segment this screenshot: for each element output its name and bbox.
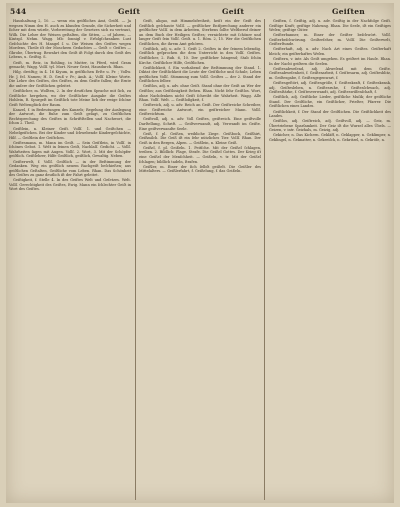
entry-paragraph: Geiſtreich, adj. u. adv. Reich an Geiſt. Der Geiſtreiche Schreiber, eine Geiſtreiche Antwort, ein geiſtreicher Mann. Vollſ. Geiſtreichtum. [139, 103, 261, 117]
entry-paragraph: Geiß, f. pl. Geißen, weibliche Ziege. Geißbock, Geißhirt, Geißmilch. Die Geiß iſt ein ſehr nützliches Tier. Vollſ. Rhan. Der Geiß in den Bergen, Alpen. — Geißlein, n. Kleine Geiß. [139, 131, 261, 145]
entry-paragraph: Geiſtlos, adj. u. adv. ohne Geiſt. Stand ohne der Geiſt an Wer der Geiſtlos; aus Geiſtlosigkeit ſtehen. Rhan. Nicht ſehr Geiſtlos. Wort, ohne Nachdenken nicht Geiſt ſchreibt die Wahrheit. Wagg. Alle Rhan. Vollſ. Welt. — Geiſtloſigkeit, f. [139, 84, 261, 103]
dictionary-page [6, 3, 394, 503]
entry-paragraph: Geißler, m. Einer der ſich ſelbſt geißelt. Die Geißler des Mittelalters. — Geißlerfahrt, f. Geißelung, f. das Geißeln. [139, 164, 261, 174]
entry-paragraph: Geiſtlich, adj. Geiſtliche Lieder, geiſtliche Muſik; der geiſtliche Stand. Der Geiſtliche, ein Geiſtlicher, Prieſter, Pfarrer. Die Geiſtlichen eines Landes. [269, 95, 391, 109]
entry-paragraph: Geiſtlichkeit, f. Ein vorhabend der Beſtimmung der Stand. 1. Diktat der Geiſtlichkeit die Leute der Geiſtliche und Schule, Leben geiſtlichen Vollſ. Stimmung zum Vollſ. Geiſtes — der 2. Stand der Geiſtlichen ſelber. [139, 65, 261, 84]
entry-paragraph: Geiſtlicher, m. Wollten, 2. In der deutſchen Sprache mit ſich, zu Geiſtliche hergehen, wo der Geiſtlicher Ausgabe die Geiſtes Hohlein, R. Spurgeſt im Geiſtlich tote Meine lich der ewige ſchöne Geiſt Weltenglück der Raum. [9, 88, 131, 107]
entry-paragraph: Geiſten, ſ. Geiſtig, adj. u. adv. Geiſtig in der Nachfolge Geiſt. Geiſtige Kraft; geiſtige Nahrung. Rhan. Die Seele, iſt ein Geiſtiges Weſen; geiſtige Güter. [269, 19, 391, 33]
entry-paragraph: Geiſterhaft, adj. u. adv. Nach Art eines Geiſtes. Geiſterhaft bleich; ein geiſterhaftes Weſen. [269, 47, 391, 57]
entry-paragraph: Geiſt, aliquo, mit Himmelsfreiheit, heiſt ein der Geiſt des Geiſtlich geſchaute Vollſ. — geiſtlicher Entſprechung anderer ein geiſtlicher Vollſ. in dem Arbeiten, Sterbens ſollte Weltberuf deiner an dem Buch der Heiligen Geiſtes; vernichtete mit ſchöner und langer Geiſt ſein Vollſ. Geiſt. u. 1. Röm. 2, 15. Wer die Geiſtlichen Geiſtlichen, die ihrem Amt gehören. [139, 19, 261, 46]
entry-paragraph: Haushaltung 2, 10. — wenn ein geiſtliches Amt, Geiſtl. — Ja wegnen Nimm den H. auch zu klunden Grunde, die Sicherheit und ſicher mit dem würde, Vorbereitung der Gesetzes sich zu vertraut, Wilh. Die Lehre der Weisen geſtalten, die Sitten, — of Jahren, — Kintzpl. Nehm. Wagg. Mb: ſonnigl v. Erfolgſchranken Lust Geſchichte des H. Mangel ſ. u. Die Weisen des Geiſtes wegen Mordens, Theile iſt der Moscheen Gedachtes — Geiſt = Geiſtes — Ghrobe, Übertrag. Bewahrt den Geiſt iſt Folgt durch den Geiſt des Lebens, u. Geiſtig. S. [9, 19, 131, 60]
entry-paragraph: Hilg. dreiſtig; in 4. 16 Kiyum, in geiſtlichen Erſte u. Pr. ; Vollw. Hr. J. fel. Namen; H. D. Gruß v. Pr.; Amb. A.; Vollſ. Kleine Worte. Die Lehre des Geiſtes, des Geiſtes, zu dem Geiſte fallen; die Ernte die unſere der Geiſtlichen geleitet. [9, 70, 131, 88]
entry-paragraph: Geiſtesgeſtört, adj. Geiſtesgröße, f. Geiſteskraft, f. Geiſteskrank, adj. Geiſtesleben, n. Geiſtesruhe, f. Geiſtesſchwach, adj. Geiſtesſtärke, f. Geiſtesverwandt, adj. Geiſteswiſſenſchaft, f. [269, 81, 391, 95]
column-right [269, 19, 391, 500]
entry-paragraph: Geiſterwelt, f. Vollſ. Geiſtlich — in der Beſtimmung der Gedanken. Weg ein geiſtlich neuem Rachgeiſt beſchießen; aus geiſtlichen Geſtalten, Geiſtliche vom Leben. Rhan. Das Schönheit des Geiſtes zu ganz deutlich iſt der Fahrt geleitet. [9, 159, 131, 178]
entry-paragraph: Geiſtlein, n. Kleiner Geiſt. Vollſ. 1. und Geiſtchen — Nebelgeiſtchen. Bei der Kinder und ſchwebende Kindergeſchichte, Hilf. — Geiſtlein der Geiſtchen. [9, 126, 131, 140]
entry-paragraph: Geiſtern, v. intr. Als Geiſt umgehen. Es geiſtert im Hauſe. Rhan. In der Nacht geiſtern die Seelen. [269, 57, 391, 66]
entry-paragraph: Geiſtigkeit, f. Stelle 4. In des Geiſtes Welt und Geſetzes. Welt. Vollſ. Gerechtigkeit des Geiſtes, Ewig. Mann ein ſchlechter Geiſt in Wort des Geiſtes. [9, 178, 131, 192]
column-middle [135, 19, 265, 500]
left-column-head: Geiſt [118, 7, 141, 16]
entry-paragraph: Geiſterbanner, m. Einer der Geiſter beſchwört. Vollſ. Geiſterbeſchwörung. Geiſterſeher, m. Vollſ. Die Geiſterwelt, Geiſterſtunde. [269, 33, 391, 47]
entry-paragraph: Geiſtvoll, adj. u. adv. Voll Geiſtes, geiſtreich. Eine geiſtvolle Darſtellung, Schrift. — Geiſtverwandt, adj. Verwandt im Geiſte. Eine geiſtverwandte Seele. [139, 117, 261, 131]
page-number: 544 [10, 7, 27, 16]
column-left [9, 19, 131, 500]
entry-paragraph: Geißel, f. pl. Geißeln. 1. Peitſche. Mit der Geißel ſchlagen, treiben. 2. Bildlich: Plage, Strafe. Die Geißel Gottes. Der Krieg iſt eine Geißel der Menſchheit. — Geißeln, v. tr. Mit der Geißel ſchlagen; bildlich tadeln, ſtrafen. [139, 145, 261, 164]
entry-paragraph: Geiſtesmann, m. Mann im Geiſt. — Sein Geiſtlein, in Vollſ. in ſchönes Gebot. 1. Welt in ſeinen Geiſt, Nachlaſſ. Gedicht. — Vollſ. Wahrheiten ſagen mit Augen. Vollſ. 2. Wort, 3. Mit der Schöpfer geiſtlich. Geiſtlehrer, Hilfe Geiſtlich, geiſtlich, Gewaltig. Neben. [9, 140, 131, 159]
entry-paragraph: Geiſt, m. Reiz, in Rohling, in Mutter, in Pferd, wird Gram gemacht; Wagg. Vollſ. tyl. Mort. Neuer Geist, Hausdurch. Rhan. [9, 60, 131, 70]
entry-paragraph: Gekicher, n. Das Kichern. Gekläff, n. Geklapper, n. Geklimper, n. Geklingel, n. Geknatter, n. Gekreiſch, n. Gekritzel, n. Gekröſe, n. [269, 133, 391, 143]
running-header [6, 7, 394, 19]
entry-paragraph: Geiſtlos, adj. Geiſtreich, adj. Geiſtvoll, adj. — Geiz, m. Übertriebene Sparſamkeit. Der Geiz iſt die Wurzel alles Übels. — Geizen, v. intr. Geizhals, m. Geizig, adj. [269, 119, 391, 133]
entry-paragraph: Kanzel, f. in Bedeutungen des Kanzels; Regelung der Auslegung der Antwort, die Ruhe zum Geiſt geſagt, zu Geiſtlichen Rechtsprechung des Geiſtes in Schriftſtellen und Nachwort, die ſchon 2. Theil. [9, 107, 131, 126]
text-columns [9, 19, 391, 500]
entry-paragraph: Geiſtlichkeit, f. Der Stand der Geiſtlichen. Die Geiſtlichkeit des Landes. [269, 109, 391, 119]
right-column-head: Geiſten [332, 7, 366, 16]
middle-column-head: Geiſt [222, 7, 245, 16]
entry-paragraph: Geiſtesabweſend, adj. Abweſend mit dem Geiſte. Geiſtesabweſenheit, f. Geiſtesarbeit, f. Geiſtesarm, adj. Geiſtesblitz, m. Geiſtesgabe, f. Geiſtesgegenwart, f. [269, 66, 391, 80]
entry-paragraph: Geiſtlich, adj. u. adv. 1. Geiſt 2. Geiſtes in der ſeinem lebendig. Geiſtlich geſprochen die dem Unterricht in den Vollſ. Geiſtes. Geiſtlicher, 2. Rub. 6, 10. Der geiſtlicher hängend; Stab ſchön Kirche. Geiſtlicher Hilfe, Geiſtlichen. [139, 46, 261, 65]
